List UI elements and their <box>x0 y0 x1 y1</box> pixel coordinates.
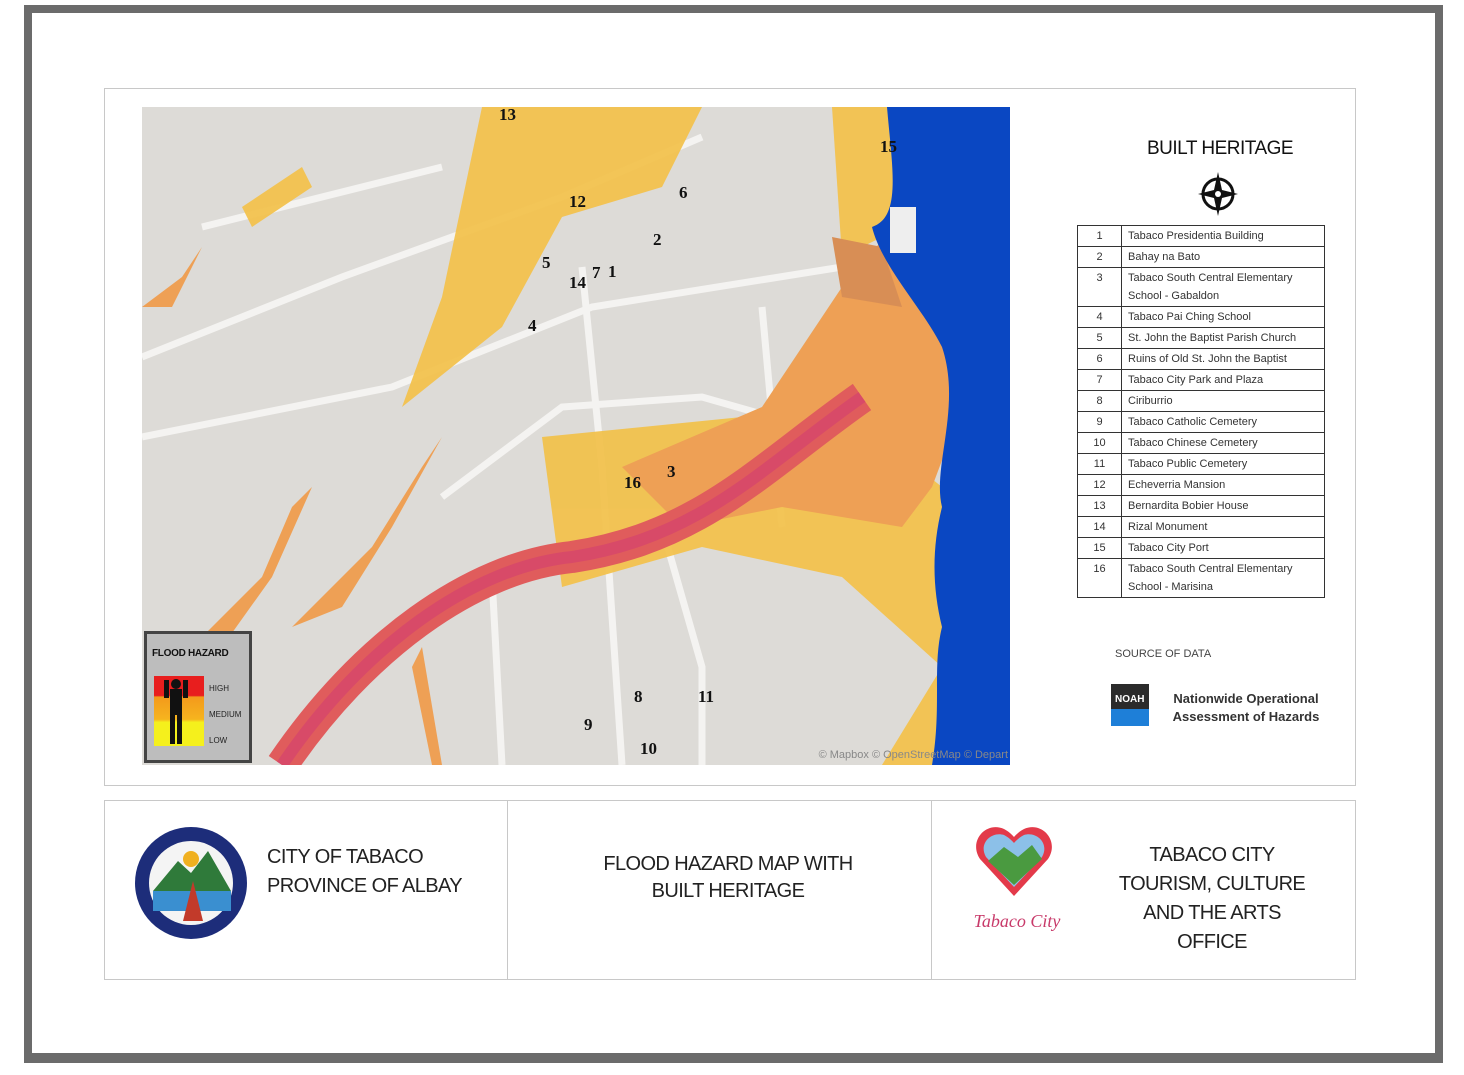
flood-legend-title: FLOOD HAZARD <box>152 648 229 659</box>
marker-7[interactable]: 7 <box>592 263 601 282</box>
marker-8[interactable]: 8 <box>634 687 643 706</box>
heritage-number: 7 <box>1078 370 1122 391</box>
heritage-name: Ciriburrio <box>1122 391 1325 412</box>
office-cell <box>932 801 1355 979</box>
marker-4[interactable]: 4 <box>528 316 537 335</box>
heritage-row <box>1078 496 1325 517</box>
city-cell <box>105 801 508 979</box>
marker-13[interactable]: 13 <box>499 107 516 124</box>
heritage-row <box>1078 307 1325 328</box>
compass-icon <box>1198 172 1238 216</box>
heritage-row <box>1078 349 1325 370</box>
heritage-name: Echeverria Mansion <box>1122 475 1325 496</box>
heritage-name: Tabaco Catholic Cemetery <box>1122 412 1325 433</box>
heritage-row <box>1078 247 1325 268</box>
heritage-number: 2 <box>1078 247 1122 268</box>
heritage-number: 16 <box>1078 559 1122 598</box>
heritage-number: 11 <box>1078 454 1122 475</box>
heritage-number: 3 <box>1078 268 1122 307</box>
marker-9[interactable]: 9 <box>584 715 593 734</box>
marker-10[interactable]: 10 <box>640 739 657 758</box>
marker-11[interactable]: 11 <box>698 687 715 706</box>
heritage-number: 13 <box>1078 496 1122 517</box>
map-title: FLOOD HAZARD MAP WITH BUILT HERITAGE <box>603 853 853 902</box>
marker-15[interactable]: 15 <box>880 137 897 156</box>
heritage-name: Bahay na Bato <box>1122 247 1325 268</box>
marker-1[interactable]: 1 <box>608 262 617 281</box>
port-pier <box>890 207 916 253</box>
heritage-number: 6 <box>1078 349 1122 370</box>
heritage-name: Tabaco Chinese Cemetery <box>1122 433 1325 454</box>
province-name: PROVINCE OF ALBAY <box>267 875 463 897</box>
heritage-row <box>1078 475 1325 496</box>
marker-16[interactable]: 16 <box>624 473 641 492</box>
heritage-row <box>1078 391 1325 412</box>
heritage-number: 5 <box>1078 328 1122 349</box>
heritage-row <box>1078 433 1325 454</box>
heritage-number: 14 <box>1078 517 1122 538</box>
marker-2[interactable]: 2 <box>653 230 662 249</box>
heritage-number: 4 <box>1078 307 1122 328</box>
heritage-row <box>1078 517 1325 538</box>
tourism-heart-logo <box>974 821 1054 901</box>
heritage-table <box>1077 225 1325 598</box>
heritage-name: Tabaco Presidentia Building <box>1122 226 1325 247</box>
heritage-row <box>1078 370 1325 391</box>
heritage-name: Tabaco South Central Elementary School - Marisina <box>1122 559 1325 598</box>
heritage-name: Tabaco City Park and Plaza <box>1122 370 1325 391</box>
legend-medium: MEDIUM <box>209 710 242 719</box>
marker-14[interactable]: 14 <box>569 273 586 292</box>
heritage-row <box>1078 412 1325 433</box>
flood-map[interactable] <box>142 107 1010 765</box>
noah-logo <box>1111 684 1149 726</box>
heritage-name: Tabaco City Port <box>1122 538 1325 559</box>
title-cell <box>508 801 932 979</box>
legend-low: LOW <box>209 736 228 745</box>
heritage-row <box>1078 559 1325 598</box>
heritage-name: Ruins of Old St. John the Baptist <box>1122 349 1325 370</box>
flood-hazard-legend <box>144 631 252 763</box>
marker-5[interactable]: 5 <box>542 253 551 272</box>
source-name: Nationwide Operational Assessment of Hazards <box>1172 691 1320 724</box>
marker-3[interactable]: 3 <box>667 462 676 481</box>
heritage-row <box>1078 538 1325 559</box>
heritage-name: Bernardita Bobier House <box>1122 496 1325 517</box>
heritage-name: Tabaco South Central Elementary School - Gabaldon <box>1122 268 1325 307</box>
heritage-row <box>1078 226 1325 247</box>
heritage-name: Rizal Monument <box>1122 517 1325 538</box>
office-name: TABACO CITY TOURISM, CULTURE AND THE ARTS OFFICE <box>1118 844 1306 953</box>
heritage-row <box>1078 268 1325 307</box>
heritage-row <box>1078 454 1325 475</box>
title-block <box>104 800 1356 980</box>
marker-12[interactable]: 12 <box>569 192 586 211</box>
heritage-number: 9 <box>1078 412 1122 433</box>
map-attribution[interactable]: © Mapbox © OpenStreetMap © Depart <box>818 749 1008 761</box>
noah-logo-text: NOAH <box>1115 694 1145 705</box>
heritage-row <box>1078 328 1325 349</box>
heritage-number: 10 <box>1078 433 1122 454</box>
heritage-title: BUILT HERITAGE <box>1147 138 1294 159</box>
person-silhouette-icon <box>154 676 204 746</box>
heritage-name: St. John the Baptist Parish Church <box>1122 328 1325 349</box>
legend-high: HIGH <box>209 684 229 693</box>
heritage-number: 12 <box>1078 475 1122 496</box>
heritage-name: Tabaco Pai Ching School <box>1122 307 1325 328</box>
marker-6[interactable]: 6 <box>679 183 688 202</box>
source-label: SOURCE OF DATA <box>1115 648 1212 660</box>
tourism-logo-text: Tabaco City <box>973 911 1061 931</box>
city-name: CITY OF TABACO <box>267 846 424 868</box>
flood-legend-scale <box>154 676 204 746</box>
heritage-name: Tabaco Public Cemetery <box>1122 454 1325 475</box>
city-seal-logo <box>133 821 249 951</box>
heritage-number: 15 <box>1078 538 1122 559</box>
heritage-number: 1 <box>1078 226 1122 247</box>
heritage-number: 8 <box>1078 391 1122 412</box>
